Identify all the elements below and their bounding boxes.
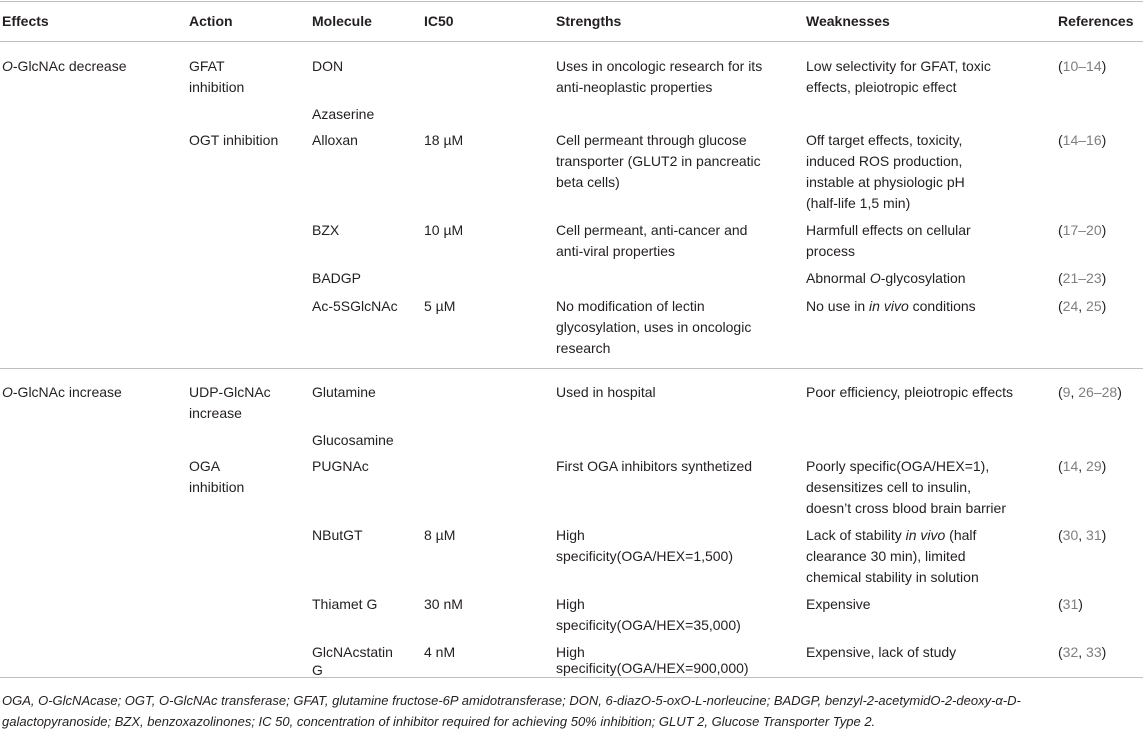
strength-line: High	[556, 596, 585, 612]
molecule-azaserine: Azaserine	[312, 106, 375, 122]
reference-link[interactable]: 28	[1101, 384, 1118, 400]
table-top-rule	[0, 1, 1143, 2]
reference-link[interactable]: 20	[1086, 222, 1102, 238]
strength-line: beta cells)	[556, 174, 620, 190]
strength-line: Uses in oncologic research for its	[556, 58, 763, 74]
reference-link[interactable]: 32	[1062, 644, 1079, 660]
molecule-glcnacstatin-line1: GlcNAcstatin	[312, 644, 393, 660]
reference-link[interactable]: 33	[1086, 644, 1102, 660]
header-ic50: IC50	[424, 13, 454, 29]
reference-link[interactable]: 9	[1062, 384, 1071, 400]
weakness-line: Expensive, lack of study	[806, 644, 957, 660]
header-references: References	[1058, 13, 1134, 29]
weakness-line: Expensive	[806, 596, 871, 612]
molecule-ac5sglcnac: Ac-5SGlcNAc	[312, 298, 398, 314]
molecule-bzx: BZX	[312, 222, 340, 238]
weakness-line: No use in in vivo conditions	[806, 298, 976, 314]
strength-line: Cell permeant through glucose	[556, 132, 747, 148]
ic50-value: 18 µM	[424, 132, 464, 148]
reference-link[interactable]: 25	[1086, 298, 1102, 314]
strength-line: Used in hospital	[556, 384, 656, 400]
action-gfat-line2: inhibition	[189, 79, 245, 95]
reference-link[interactable]: 17	[1062, 222, 1079, 238]
action-gfat-line1: GFAT	[189, 58, 225, 74]
action-udp-line2: increase	[189, 405, 242, 421]
reference-link[interactable]: 16	[1086, 132, 1102, 148]
strength-line: research	[556, 340, 611, 356]
table-footnote	[2, 690, 1140, 732]
weakness-line: Poorly specific(OGA/HEX=1),	[806, 458, 990, 474]
ic50-value: 30 nM	[424, 596, 463, 612]
reference-link[interactable]: 14	[1086, 58, 1102, 74]
reference-link[interactable]: 21	[1062, 270, 1079, 286]
effect-decrease	[2, 56, 126, 77]
action-udp-line1: UDP-GlcNAc	[189, 384, 271, 400]
reference-link[interactable]: 30	[1062, 527, 1079, 543]
weakness-line: doesn’t cross blood brain barrier	[806, 500, 1006, 516]
weakness-line: chemical stability in solution	[806, 569, 979, 585]
weakness-line: Harmfull effects on cellular	[806, 222, 971, 238]
reference-cell: (17–20)	[1058, 222, 1107, 238]
reference-cell: (30, 31)	[1058, 527, 1107, 543]
strength-line: High	[556, 527, 585, 543]
weakness-line: desensitizes cell to insulin,	[806, 479, 971, 495]
molecule-thiamet-g: Thiamet G	[312, 596, 378, 612]
strength-line: Cell permeant, anti-cancer and	[556, 222, 748, 238]
header-rule	[0, 41, 1143, 42]
reference-cell: (9, 26–28)	[1058, 384, 1122, 400]
molecule-pugnac: PUGNAc	[312, 458, 369, 474]
strength-line: specificity(OGA/HEX=1,500)	[556, 548, 734, 564]
header-action: Action	[189, 13, 233, 29]
molecule-alloxan: Alloxan	[312, 132, 358, 148]
molecule-don: DON	[312, 58, 344, 74]
table-bottom-rule	[0, 677, 1143, 678]
molecule-nbutgt: NButGT	[312, 527, 363, 543]
molecule-badgp: BADGP	[312, 270, 362, 286]
footnote-line-2: galactopyranoside; BZX, benzoxazolinones; IC 50, concentration of inhibitor required for achieving 50% inhibition; GLUT 2, Glucose Transporter Type 2.	[2, 714, 876, 729]
weakness-line: Poor efficiency, pleiotropic effects	[806, 384, 1013, 400]
reference-link[interactable]: 14	[1062, 458, 1079, 474]
header-molecule: Molecule	[312, 13, 372, 29]
strength-line: specificity(OGA/HEX=35,000)	[556, 617, 741, 633]
reference-cell: (31)	[1058, 596, 1083, 612]
reference-link[interactable]: 31	[1062, 596, 1079, 612]
action-oga-line1: OGA	[189, 458, 221, 474]
effect-increase-rest: -GlcNAc increase	[12, 384, 122, 400]
strength-line: glycosylation, uses in oncologic	[556, 319, 752, 335]
reference-link[interactable]: 24	[1062, 298, 1079, 314]
reference-cell: (14, 29)	[1058, 458, 1107, 474]
header-strengths: Strengths	[556, 13, 622, 29]
weakness-line: Abnormal O-glycosylation	[806, 270, 966, 286]
reference-link[interactable]: 26	[1078, 384, 1094, 400]
weakness-line: Low selectivity for GFAT, toxic	[806, 58, 991, 74]
footnote-line-1: OGA, O-GlcNAcase; OGT, O-GlcNAc transferase; GFAT, glutamine fructose-6P amidotransferase; DON, 6-diazO-5-oxO-L-norleucine; BADGP, benzyl-2-acetymidO-2-deoxy-α-D-	[2, 693, 1021, 708]
weakness-line: effects, pleiotropic effect	[806, 79, 957, 95]
action-ogt: OGT inhibition	[189, 132, 279, 148]
weakness-line: Off target effects, toxicity,	[806, 132, 963, 148]
reference-link[interactable]: 29	[1086, 458, 1102, 474]
reference-cell: (14–16)	[1058, 132, 1107, 148]
ic50-value: 4 nM	[424, 644, 456, 660]
weakness-line: instable at physiologic pH	[806, 174, 965, 190]
header-weaknesses: Weaknesses	[806, 13, 890, 29]
effect-decrease-rest: -GlcNAc decrease	[12, 58, 127, 74]
molecule-glucosamine: Glucosamine	[312, 432, 394, 448]
reference-cell: (32, 33)	[1058, 644, 1107, 660]
reference-cell: (10–14)	[1058, 58, 1107, 74]
reference-cell: (24, 25)	[1058, 298, 1107, 314]
ic50-value: 10 µM	[424, 222, 464, 238]
weakness-line: process	[806, 243, 856, 259]
effect-increase-prefix: O	[2, 384, 13, 400]
reference-link[interactable]: 14	[1062, 132, 1079, 148]
weakness-line: (half-life 1,5 min)	[806, 195, 911, 211]
reference-cell: (21–23)	[1058, 270, 1107, 286]
weakness-line: clearance 30 min), limited	[806, 548, 966, 564]
strength-line: transporter (GLUT2 in pancreatic	[556, 153, 761, 169]
ic50-value: 5 µM	[424, 298, 456, 314]
header-effects: Effects	[2, 13, 49, 29]
effect-increase	[2, 382, 122, 403]
weakness-line: induced ROS production,	[806, 153, 963, 169]
strength-line: anti-neoplastic properties	[556, 79, 713, 95]
molecule-glcnacstatin-line2: G	[312, 662, 323, 678]
molecule-glutamine: Glutamine	[312, 384, 376, 400]
action-oga-line2: inhibition	[189, 479, 245, 495]
ic50-value: 8 µM	[424, 527, 456, 543]
group-divider-rule	[0, 368, 1143, 369]
weakness-line: Lack of stability in vivo (half	[806, 527, 977, 543]
reference-link[interactable]: 23	[1086, 270, 1102, 286]
strength-line: First OGA inhibitors synthetized	[556, 458, 753, 474]
reference-link[interactable]: 10	[1062, 58, 1079, 74]
effect-decrease-prefix: O	[2, 58, 13, 74]
strength-line: specificity(OGA/HEX=900,000)	[556, 660, 749, 676]
strength-line: High	[556, 644, 585, 660]
strength-line: anti-viral properties	[556, 243, 676, 259]
reference-link[interactable]: 31	[1086, 527, 1102, 543]
strength-line: No modification of lectin	[556, 298, 705, 314]
